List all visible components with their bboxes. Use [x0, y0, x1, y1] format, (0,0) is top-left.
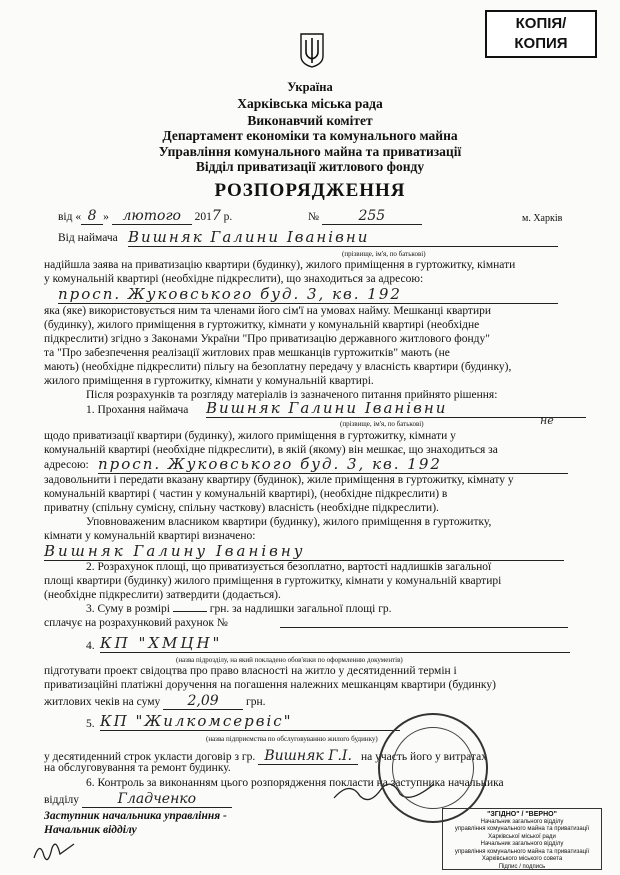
item3-sum-blank: [173, 611, 207, 612]
item3-sum-suffix: грн. за надлишки загальної площі гр.: [209, 603, 392, 615]
owner-handwritten: Вишняк Галину Іванівну: [44, 542, 564, 561]
rect-stamp-line3: управління комунального майна та приватизації: [454, 826, 590, 832]
date-mid: »: [103, 211, 109, 223]
copy-stamp: [485, 10, 597, 58]
committee: Виконавчий комітет: [247, 113, 373, 128]
item5-value: КП "Жилкомсервіс": [100, 712, 400, 731]
para1-line-1: яка (яке) використовується ним та членами його сім'ї на умовах найму. Мешканці квартири: [44, 305, 492, 317]
item1-line-3: адресою:: [44, 459, 89, 471]
tenant-name: Вишняк Галини Іванівни: [128, 228, 558, 247]
item4-sum-label: житлових чеків на суму: [44, 696, 161, 708]
item1-line-6: приватну (спільну сумісну, спільну часткову) власність (необхідне підкреслити).: [44, 502, 439, 514]
para1-line-3: підкреслити) згідно з Законами України "Про приватизацію державного житлового фонду": [44, 333, 490, 345]
item1-line-5: комунальній квартирі ( частин у комунальній квартирі), (необхідне підкреслити) в: [44, 488, 448, 500]
item5-contract-name: Вишняк Г.І.: [258, 748, 358, 765]
item3-sum-label: 3. Суму в розмірі: [86, 603, 170, 615]
rect-stamp-line2: Начальник загального відділу: [480, 818, 564, 825]
intro-line-1: надійшла заява на приватизацію квартири (будинку), жилого приміщення в гуртожитку, кімнати: [44, 259, 516, 271]
date-year-prefix: 201: [194, 211, 212, 223]
para1-line-5: мають) (необхідне підкреслити) пільгу на безоплатну передачу у власність квартири (будинку),: [44, 361, 512, 373]
official-round-seal-inner-icon: [392, 727, 474, 809]
item4-sum-unit: грн.: [245, 696, 266, 708]
item1-line-7: Уповноваженим власником квартири (будинку), жилого приміщення в гуртожитку,: [86, 516, 492, 528]
copy-stamp-line1: КОПІЯ/: [515, 15, 567, 32]
item6-line-2: [44, 791, 232, 808]
item1-line-2: комунальній квартирі (необхідне підкреслити), в якій (якому) він мешкає, що знаходиться за: [44, 444, 498, 456]
item6-line-1: 6. Контроль за виконанням цього розпорядження покласти на заступника начальника: [86, 777, 504, 789]
item4-line-1: підготувати проект свідоцтва про право власності на житло у десятиденний термін і: [44, 665, 457, 677]
item4-value: КП "ХМЦН": [100, 634, 570, 653]
item4-hint: (назва підрозділу, на який покладено обов'язки по оформленню документів): [176, 656, 403, 664]
certification-stamp: [442, 808, 602, 870]
signature-scribble-icon: [30, 836, 80, 866]
department: Департамент економіки та комунального майна: [162, 128, 458, 143]
item3-line-1: [86, 603, 392, 615]
council: Харківська міська рада: [237, 96, 383, 111]
tenant-label: Від наймача: [58, 232, 118, 244]
para1-line-6: жилого приміщення в гуртожитку, кімнати у комунальній квартирі.: [44, 375, 374, 387]
date-line: [58, 208, 232, 225]
item2-line-1: 2. Розрахунок площі, що приватизується безоплатно, вартості надлишків загальної: [86, 561, 492, 573]
date-day: 8: [81, 208, 103, 225]
item5-contract-suffix: на участь його у витратах: [361, 751, 487, 763]
item1-address: просп. Жуковського буд. 3, кв. 192: [98, 455, 568, 474]
address-handwritten: просп. Жуковського буд. 3, кв. 192: [58, 285, 558, 304]
item6-responsible: Гладченко: [82, 791, 232, 808]
country: Україна: [287, 80, 333, 94]
item1-suffix: не: [540, 414, 554, 427]
item1-line-4: задовольнити і передати вказану квартиру (будинок), жиле приміщення в гуртожитку, кімнату у: [44, 474, 514, 486]
document-number: 255: [322, 208, 422, 225]
intro-line-2: у комунальній квартирі (необхідне підкреслити), що знаходиться за адресою:: [44, 273, 424, 285]
item2-line-2: площі квартири (будинку) жилого приміщення в гуртожитку, кімнати у комунальній квартирі: [44, 575, 502, 587]
decision-intro: Після розрахунків та розгляду матеріалів із зазначеного питання прийнято рішення:: [86, 389, 498, 401]
number-label: №: [308, 211, 319, 223]
item3-line-2: сплачує на розрахунковий рахунок №: [44, 617, 228, 629]
date-year-suffix: р.: [223, 211, 233, 223]
trident-emblem-icon: [299, 32, 325, 68]
item4-sum-value: 2,09: [163, 693, 243, 710]
item4-label: 4.: [86, 640, 95, 652]
item4-line-2: приватизаційні платіжні доручення на погашення належних мешканцям квартири (будинку): [44, 679, 496, 691]
tenant-hint: (прізвище, ім'я, по батькові): [342, 250, 426, 258]
date-month: лютого: [112, 208, 192, 225]
item1-line-8: кімнати у комунальній квартирі визначено:: [44, 530, 256, 542]
item1-hint: (прізвище, ім'я, по батькові): [340, 420, 424, 428]
date-year-digit: 7: [211, 208, 221, 224]
rect-stamp-line7: Харківського міського совета: [481, 856, 563, 862]
item4-line-3: [44, 693, 265, 710]
copy-stamp-line2: КОПИЯ: [514, 35, 568, 52]
city: м. Харків: [522, 213, 563, 224]
division: Відділ приватизації житлового фонду: [195, 159, 425, 174]
rect-stamp-line6: управління комунального майна та приватизації: [454, 848, 590, 855]
signature-role-2: Начальник відділу: [44, 824, 137, 836]
document-title: РОЗПОРЯДЖЕННЯ: [214, 180, 406, 201]
item5-contract-label: у десятиденний строк укласти договір з гр.: [44, 751, 256, 763]
para1-line-4: та "Про забезпечення реалізації житлових прав мешканців гуртожитків" мають (не: [44, 347, 450, 359]
item1-label: 1. Прохання наймача: [86, 404, 189, 416]
date-prefix: від «: [58, 211, 82, 223]
rect-stamp-line8: Підпис / подпись: [498, 863, 546, 870]
para1-line-2: (будинку), жилого приміщення в гуртожитку, кімнати у комунальній квартирі (необхідне: [44, 319, 480, 331]
item5-hint: (назва підприємства по обслуговуванню жилого будинку): [206, 735, 378, 743]
administration: Управління комунального майна та приватизації: [158, 144, 462, 159]
item2-line-3: (необхідне підкреслити) затвердити (додається).: [44, 589, 281, 601]
item6-division-label: відділу: [44, 794, 80, 806]
rect-stamp-line1: "ЗГІДНО" / "ВЕРНО": [487, 811, 557, 818]
item1-line-1: щодо приватизації квартири (будинку), жилого приміщення в гуртожитку, кімнати у: [44, 430, 456, 442]
item5-label: 5.: [86, 718, 95, 730]
rect-stamp-line5: Начальник загального відділу: [480, 841, 564, 847]
signature-role-1: Заступник начальника управління -: [44, 810, 227, 822]
item1-name: Вишняк Галини Іванівни: [206, 399, 586, 418]
number-line: [308, 208, 422, 225]
item3-account-line: [280, 627, 568, 628]
rect-stamp-line4: Харківської міської ради: [488, 833, 556, 840]
item5-line-2: на обслуговування та ремонт будинку.: [44, 762, 231, 774]
